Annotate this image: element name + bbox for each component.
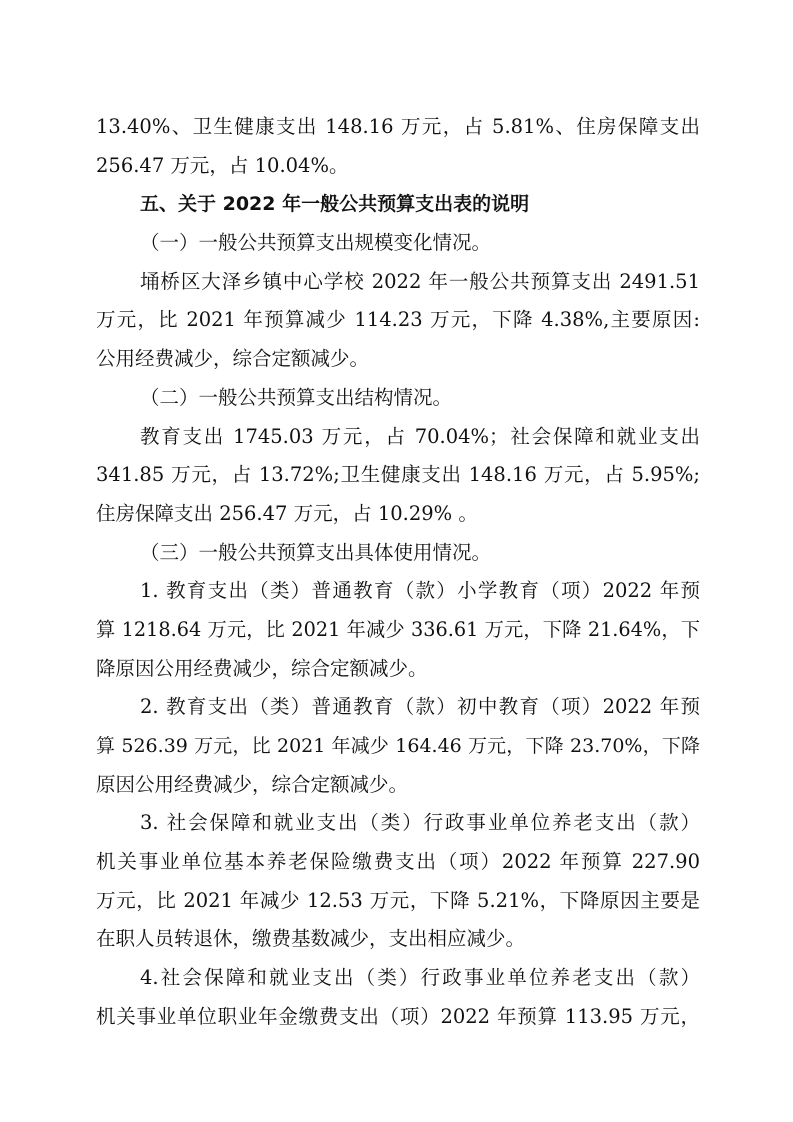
text-line-19: 3. 社会保障和就业支出（类）行政事业单位养老支出（款） [140,811,700,835]
text-line-13: 1. 教育支出（类）普通教育（款）小学教育（项）2022 年预 [140,579,700,603]
text-line-16: 2. 教育支出（类）普通教育（款）初中教育（项）2022 年预 [140,695,700,719]
section-heading-5: 五、关于 2022 年一般公共预算支出表的说明 [140,193,530,216]
text-line-21: 万元，比 2021 年减少 12.53 万元，下降 5.21%，下降原因主要是 [96,888,700,912]
subheading-1: （一）一般公共预算支出规模变化情况。 [140,231,492,255]
text-line-2: 256.47 万元，占 10.04%。 [96,153,349,177]
subheading-3: （三）一般公共预算支出具体使用情况。 [140,540,492,564]
subheading-2: （二）一般公共预算支出结构情况。 [140,385,453,409]
text-line-20: 机关事业单位基本养老保险缴费支出（项）2022 年预算 227.90 [96,850,700,874]
text-line-5: 埇桥区大泽乡镇中心学校 2022 年一般公共预算支出 2491.51 [140,269,700,293]
text-line-18: 原因公用经费减少，综合定额减少。 [96,772,409,796]
document-body [96,108,700,1037]
text-line-1: 13.40%、卫生健康支出 148.16 万元，占 5.81%、住房保障支出 [96,115,700,138]
text-line-15: 降原因公用经费减少，综合定额减少。 [96,656,428,680]
text-line-10: 341.85 万元，占 13.72%;卫生健康支出 148.16 万元，占 5.95%; [96,463,700,487]
text-line-7: 公用经费减少，综合定额减少。 [96,347,370,371]
text-line-11: 住房保障支出 256.47 万元，占 10.29% 。 [96,501,478,525]
text-line-22: 在职人员转退休，缴费基数减少，支出相应减少。 [96,927,526,951]
text-line-23: 4.社会保障和就业支出（类）行政事业单位养老支出（款） [140,966,700,990]
text-line-6: 万元，比 2021 年预算减少 114.23 万元，下降 4.38%,主要原因: [96,308,700,332]
text-line-17: 算 526.39 万元，比 2021 年减少 164.46 万元，下降 23.70%，下降 [96,735,700,757]
text-line-9: 教育支出 1745.03 万元，占 70.04%；社会保障和就业支出 [140,424,700,448]
text-line-24: 机关事业单位职业年金缴费支出（项）2022 年预算 113.95 万元， [96,1004,700,1028]
text-line-14: 算 1218.64 万元，比 2021 年减少 336.61 万元，下降 21.64%，下 [96,617,700,641]
